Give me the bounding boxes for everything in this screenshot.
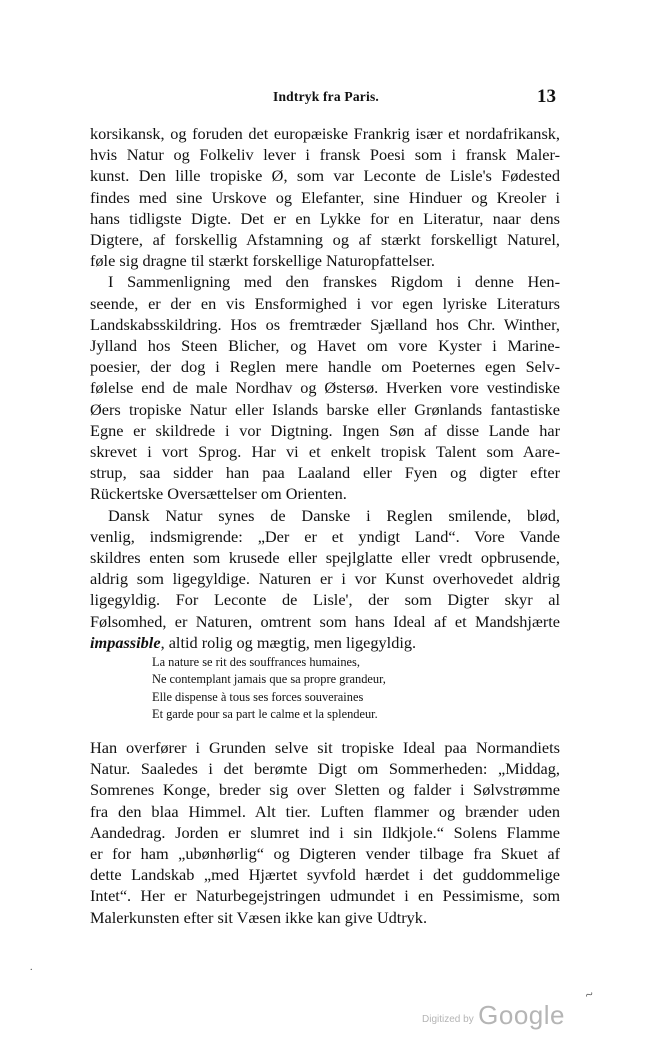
text-line: skildres enten som krusede eller spejlglatte eller vredt opbrusende, — [90, 547, 560, 567]
text-line: Øers tropiske Natur eller Islands barske eller Grønlands fantastiske — [90, 399, 560, 419]
text-line: ligegyldig. For Leconte de Lisle', der som Digter skyr al — [90, 590, 560, 610]
text-line: aldrig som ligegyldige. Naturen er i vor Kunst overhovedet aldrig — [90, 569, 560, 589]
text-line: Somrenes Konge, breder sig over Sletten og falder i Sølvstrømme — [90, 780, 560, 800]
print-speck: . — [30, 962, 33, 973]
text-line: hans tidligste Digte. Det er en Lykke for en Literatur, naar dens — [90, 208, 560, 228]
text-line: Intet“. Her er Naturbegejstringen udmundet i en Pessimisme, som — [90, 886, 560, 906]
text-line: Natur. Saaledes i det berømte Digt om Sommerheden: „Middag, — [90, 759, 560, 779]
text-line: føle sig dragne til stærkt forskellige Naturopfattelser. — [90, 251, 435, 271]
watermark-logo: Google — [478, 1000, 565, 1030]
text-line: poesier, der dog i Reglen mere handle om Poeternes egen Selv- — [90, 357, 560, 377]
text-fragment: , altid rolig og mægtig, men ligegyldig. — [160, 632, 417, 652]
paragraph-3 — [90, 505, 560, 653]
verse-quotation — [152, 654, 472, 724]
page-number: 13 — [537, 86, 556, 107]
text-line: Jylland hos Steen Blicher, og Havet om vore Kyster i Marine- — [90, 335, 560, 355]
running-head — [90, 86, 562, 111]
paragraph-4 — [90, 737, 560, 928]
paragraph-1 — [90, 123, 560, 271]
text-line: Digtere, af forskellig Afstamning og af stærkt forskelligt Naturel, — [90, 229, 560, 249]
digitized-watermark — [422, 1000, 565, 1031]
text-line — [90, 632, 560, 653]
print-speck: ~ — [583, 987, 596, 1004]
watermark-prefix: Digitized by — [422, 1014, 474, 1025]
text-line: strup, saa sidder han paa Laaland eller Fyen og digter efter — [90, 463, 560, 483]
emphasis-word: impassible — [90, 632, 161, 652]
text-line: Malerkunsten efter sit Væsen ikke kan give Udtryk. — [90, 907, 428, 927]
text-line: findes med sine Urskove og Elefanter, sine Hinduer og Kreoler i — [90, 187, 560, 207]
text-line: Følsomhed, er Naturen, omtrent som hans Ideal af et Mandshjærte — [90, 611, 560, 631]
text-line: I Sammenligning med den franskes Rigdom i denne Hen- — [108, 272, 560, 292]
text-line: seende, er der en vis Ensformighed i vor egen lyriske Literaturs — [90, 293, 560, 313]
paragraph-2 — [90, 271, 560, 504]
text-line: dette Landskab „med Hjærtet syvfold hærdet i det guddommelige — [90, 865, 560, 885]
text-line: fra den blaa Himmel. Alt tier. Luften flammer og brænder uden — [90, 801, 560, 821]
text-line: Egne er skildrede i vor Digtning. Ingen Søn af disse Lande har — [90, 420, 560, 440]
text-line: følelse end de male Nordhav og Østersø. Hverken vore vestindiske — [90, 378, 560, 398]
running-title: Indtryk fra Paris. — [273, 89, 379, 104]
text-line: venlig, indsmigrende: „Der er et yndigt Land“. Vore Vande — [90, 526, 560, 546]
text-line: Landskabsskildring. Hos os fremtræder Sjælland hos Chr. Winther, — [90, 314, 560, 334]
text-line: skrevet i vort Sprog. Har vi et enkelt tropisk Talent som Aare- — [90, 441, 560, 461]
text-line: hvis Natur og Folkeliv lever i fransk Poesi som i fransk Maler- — [90, 145, 560, 165]
verse-line: Et garde pour sa part le calme et la splendeur. — [152, 707, 378, 722]
text-line: kunst. Den lille tropiske Ø, som var Leconte de Lisle's Fødested — [90, 166, 560, 186]
text-line: korsikansk, og foruden det europæiske Frankrig især et nordafrikansk, — [90, 124, 560, 143]
text-line: Han overfører i Grunden selve sit tropiske Ideal paa Normandiets — [90, 738, 560, 757]
text-line: Dansk Natur synes de Danske i Reglen smilende, blød, — [108, 505, 560, 525]
text-line: er for ham „ubønhørlig“ og Digteren vender tilbage fra Skuet af — [90, 843, 560, 863]
verse-line: Ne contemplant jamais que sa propre grandeur, — [152, 672, 386, 687]
verse-line: Elle dispense à tous ses forces souveraines — [152, 689, 364, 704]
text-line: Rückertske Oversættelser om Orienten. — [90, 484, 347, 504]
text-line: Aandedrag. Jorden er slumret ind i sin Ildkjole.“ Solens Flamme — [90, 822, 560, 842]
verse-line: La nature se rit des souffrances humaines, — [152, 655, 360, 669]
